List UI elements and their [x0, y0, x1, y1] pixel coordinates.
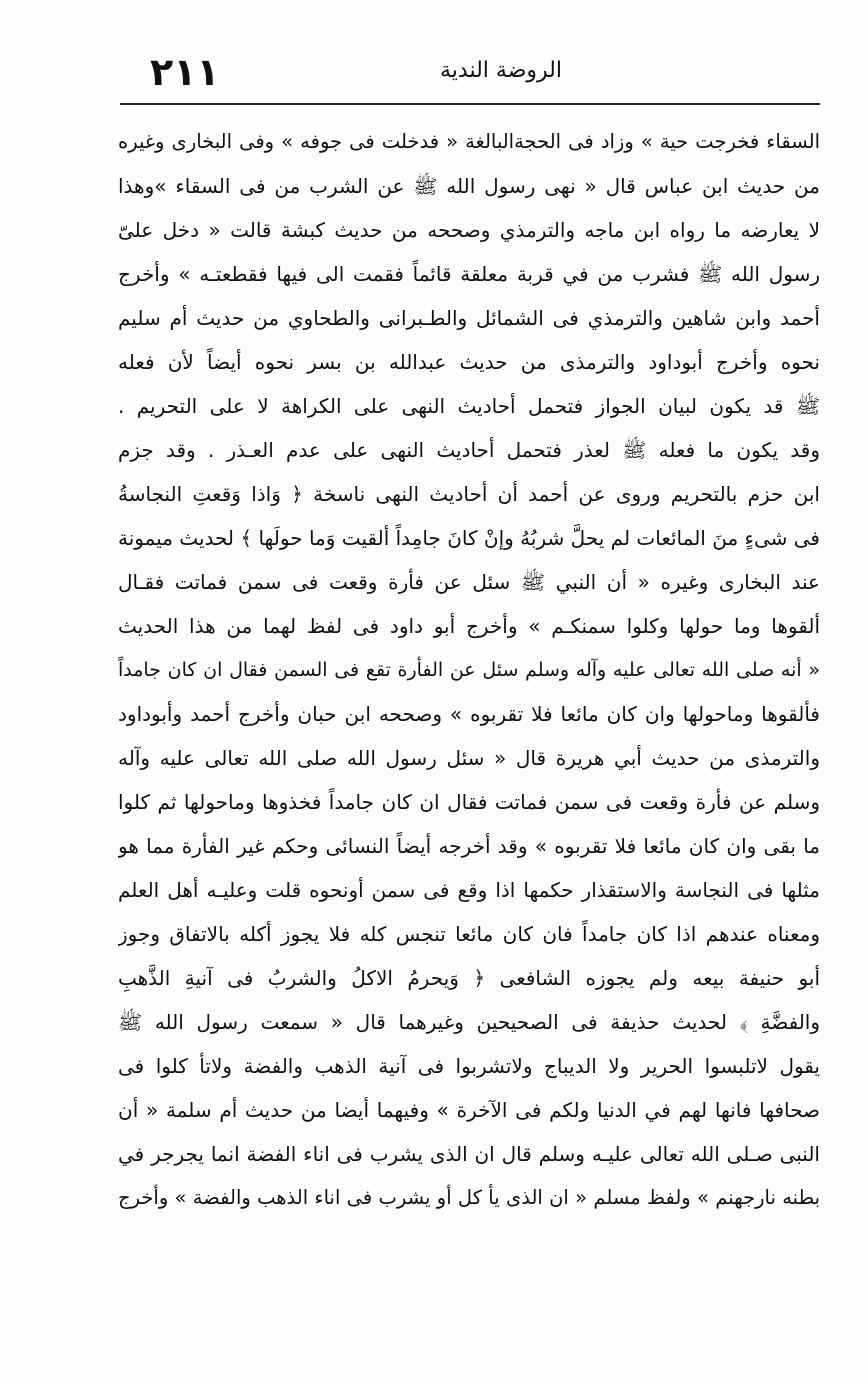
text-line: فى شىءٍ منَ المائعات لم يحلَّ شربُهُ وإنْ كانَ جامِداً ألقيت وَما حولَها ﴾ لحديث ميمونة [118, 526, 820, 550]
text-line: ﷺ قد يكون لبيان الجواز فتحمل أحاديث النهى على الكراهة لا على التحريم . [118, 394, 820, 418]
text-line: بطنه نارجهنم » ولفظ مسلم « ان الذى يأ كل أو يشرب فى اناء الذهب والفضة » وأخرج [118, 1186, 820, 1209]
text-line: والترمذى من حديث أبي هريرة قال « سئل رسول الله صلى الله تعالى عليه وآله [118, 746, 820, 770]
text-line: وسلم عن فأرة وقعت فى سمن فماتت فقال ان كان جامداً فخذوها وماحولها ثم كلوا [118, 790, 820, 814]
body-text [118, 120, 820, 1220]
text-line: ومعناه عندهم اذا كان جامداً فان كان مائعا تنجس كله فلا يجوز أكله بالاتفاق وجوز [118, 922, 820, 946]
text-line: السقاء فخرجت حية » وزاد فى الحجةالبالغة « فدخلت فى جوفه » وفى البخارى وغيره [118, 130, 820, 153]
text-line: ما بقى وان كان مائعا فلا تقربوه » وقد أخرجه أيضاً النسائى وحكم غير الفأرة مما هو [118, 834, 820, 858]
text-line: مثلها فى النجاسة والاستقذار حكمها اذا وقع فى سمن أونحوه قلت وعليـه أهل العلم [118, 878, 820, 902]
text-line: نحوه وأخرج أبوداود والترمذى من حديث عبدالله بن بسر نحوه أيضاً لأن فعله [118, 350, 820, 374]
text-line: أبو حنيفة بيعه ولم يجوزه الشافعى ﴿ وَيحرمُ الاكلُ والشربُ فى آنيةِ الذَّهبِ [118, 966, 820, 990]
text-line: من حديث ابن عباس قال « نهى رسول الله ﷺ عن الشرب من فى السقاء »وهذا [118, 174, 820, 198]
text-line: عند البخارى وغيره « أن النبي ﷺ سئل عن فأرة وقعت فى سمن فماتت فقـال [118, 570, 820, 594]
text-line: صحافها فانها لهم في الدنيا ولكم فى الآخرة » وفيهما أيضا من حديث أم سلمة « أن [118, 1098, 820, 1122]
page-number: ٢١١ [150, 50, 220, 94]
text-line: والفضَّةِ ﴾ لحديث حذيفة فى الصحيحين وغيرهما قال « سمعت رسول الله ﷺ [118, 1010, 820, 1034]
text-line: رسول الله ﷺ فشرب من في قربة معلقة قائماً فقمت الى فيها فقطعتـه » وأخرج [118, 262, 820, 286]
text-line: ابن حزم بالتحريم وروى عن أحمد أن أحاديث النهى ناسخة ﴿ وَاذا وَقعتِ النجاسةُ [118, 482, 820, 506]
text-line: أحمد وابن شاهين والترمذي فى الشمائل والطـبرانى والطحاوي من حديث أم سليم [118, 306, 820, 330]
text-line: فألقوها وماحولها وان كان مائعا فلا تقربوه » وصححه ابن حبان وأخرج أحمد وأبوداود [118, 702, 820, 726]
page-header [100, 50, 820, 102]
running-title: الروضة الندية [440, 58, 562, 83]
text-line: النبى صـلى الله تعالى عليـه وسلم قال ان الذى يشرب فى اناء الفضة انما يجرجر في [118, 1142, 820, 1166]
text-line: ألقوها وما حولها وكلوا سمنكـم » وأخرج أبو داود فى لفظ لهما من هذا الحديث [118, 614, 820, 638]
text-line: لا يعارضه ما رواه ابن ماجه والترمذي وصححه من حديث كبشة قالت « دخل علىّ [118, 218, 820, 242]
text-line: وقد يكون ما فعله ﷺ لعذر فتحمل أحاديث النهى على عدم العـذر . وقد جزم [118, 438, 820, 462]
text-line: « أنه صلى الله تعالى عليه وآله وسلم سئل عن الفأرة تقع فى السمن فقال ان كان جامداً [118, 659, 820, 681]
text-line: يقول لاتلبسوا الحرير ولا الديباج ولاتشربوا فى آنية الذهب والفضة ولاتأ كلوا فى [118, 1054, 820, 1078]
header-divider [120, 103, 820, 105]
